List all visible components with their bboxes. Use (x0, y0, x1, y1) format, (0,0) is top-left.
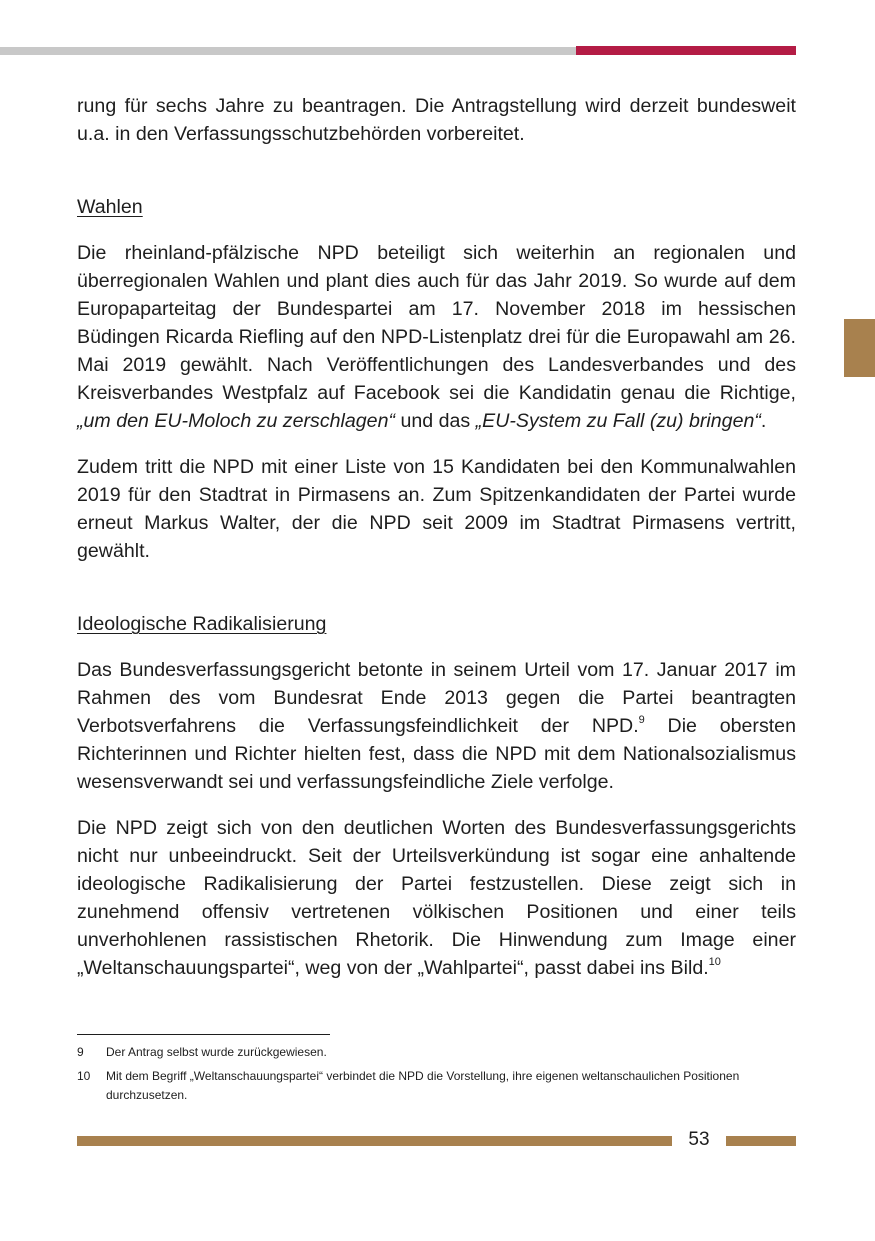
footnote-10 (77, 1067, 796, 1105)
footnote-number: 10 (77, 1069, 91, 1083)
header-rule-red (576, 46, 796, 55)
footnote-text: Der Antrag selbst wurde zurückgewiesen. (106, 1045, 327, 1059)
paragraph-ideologie-2: Die NPD zeigt sich von den deutlichen Worten des Bundesverfassungsgerichts nicht nur unbeeindruckt. Seit der Urteilsverkündung ist sogar eine anhaltende ideologische Radikalisierung der Partei festzustellen. Diese zeigt sich in zunehmend offensiv vertretenen völkischen Positionen und einer teils unverhohlenen rassistischen Rhetorik. Die Hinwendung zum Image einer „Weltanschauungspartei“, weg von der „Wahlpartei“, passt dabei ins Bild.$^{10}$ (77, 817, 796, 979)
footer-rule-left (77, 1136, 672, 1146)
paragraph-continued: rung für sechs Jahre zu beantragen. Die Antragstellung wird derzeit bundesweit u.a. in den Verfassungsschutzbehörden vorbereitet. (77, 95, 796, 145)
footnote-ref-10[interactable]: 10 (708, 956, 721, 969)
footnote-separator (77, 1034, 330, 1035)
paragraph-ideologie-1: Das Bundesverfassungsgericht betonte in seinem Urteil vom 17. Januar 2017 im Rahmen des vom Bundesrat Ende 2013 gegen die Partei beantragten Verbotsverfahrens die Verfassungsfeindlichkeit der NPD.$^9$ Die obersten Richterinnen und Richter hielten fest, dass die NPD mit dem Nationalsozialismus wesensverwandt sei und verfassungsfeindliche Ziele verfolge. (77, 659, 796, 793)
page-number: 53 (688, 1129, 710, 1150)
section-heading-ideologie: Ideologische Radikalisierung (77, 613, 327, 635)
footer-rule-right (726, 1136, 796, 1146)
footnote-9 (77, 1043, 796, 1062)
footnote-number: 9 (77, 1045, 84, 1059)
paragraph-wahlen-1: Die rheinland-pfälzische NPD beteiligt sich weiterhin an regionalen und überregionalen Wahlen und plant dies auch für das Jahr 2019. So wurde auf dem Europaparteitag der Bundespartei am 17. November 2018 im hessischen Büdingen Ricarda Riefling auf den NPD-Listenplatz drei für die Europawahl am 26. Mai 2019 gewählt. Nach Veröffentlichungen des Landesverbandes und des Kreisverbandes Westpfalz auf Facebook sei die Kandidatin genau die Richtige, „um den EU-Moloch zu zerschlagen“ und das „EU-System zu Fall (zu) bringen“. (77, 242, 796, 432)
quote-eu-moloch: „um den EU-Moloch zu zerschlagen“ (77, 410, 395, 432)
footnote-text: Mit dem Begriff „Weltanschauungspartei“ verbindet die NPD die Vorstellung, ihre eigenen weltanschaulichen Positionen durchzusetzen. (106, 1069, 740, 1102)
quote-eu-system: „EU-System zu Fall (zu) bringen“ (475, 410, 761, 432)
footnotes (77, 1043, 796, 1110)
body-text (77, 92, 796, 982)
chapter-tab-marker (844, 319, 875, 377)
paragraph-wahlen-2: Zudem tritt die NPD mit einer Liste von 15 Kandidaten bei den Kommunalwahlen 2019 für den Stadtrat in Pirmasens an. Zum Spitzenkandidaten der Partei wurde erneut Markus Walter, der die NPD seit 2009 im Stadtrat Pirmasens vertritt, gewählt. (77, 456, 796, 562)
section-heading-wahlen: Wahlen (77, 196, 143, 218)
footnote-ref-9[interactable]: 9 (638, 714, 645, 727)
header-rule-gray (0, 47, 576, 55)
